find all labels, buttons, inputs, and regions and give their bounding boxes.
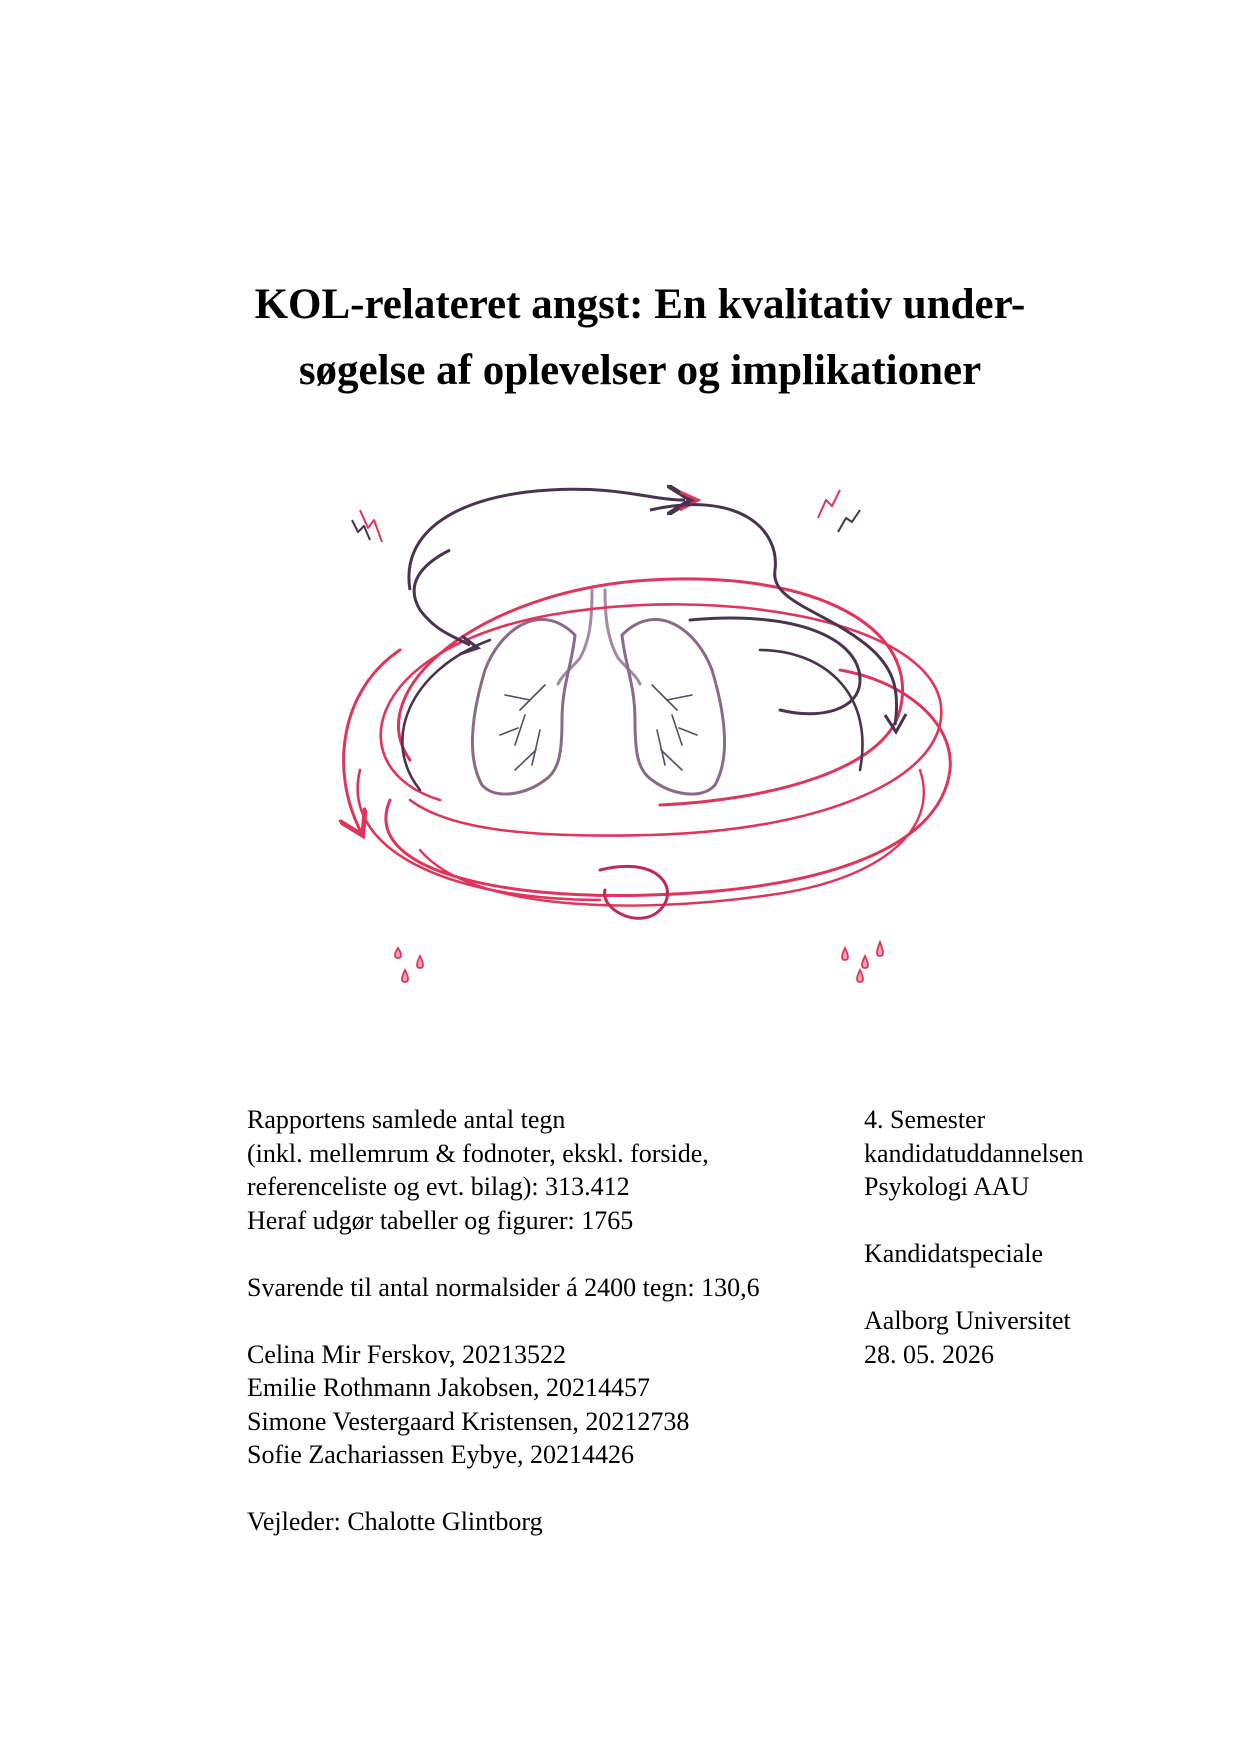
sweat-drops (395, 942, 883, 982)
stats-line-3: referenceliste og evt. bilag): 313.412 (247, 1172, 630, 1201)
lightning-bolts (352, 490, 860, 542)
stats-line-2: (inkl. mellemrum & fodnoter, ekskl. forside, (247, 1138, 709, 1168)
author-4: Sofie Zachariassen Eybye, 20214426 (247, 1440, 635, 1469)
report-info (864, 1103, 1234, 1371)
swirl-arrows (344, 579, 951, 918)
lungs-illustration (300, 470, 1000, 1000)
program: kandidatuddannelsen (864, 1138, 1084, 1168)
thesis-type: Kandidatspeciale (864, 1239, 1044, 1268)
supervisor: Vejleder: Chalotte Glintborg (247, 1507, 543, 1536)
university: Aalborg Universitet (864, 1306, 1071, 1335)
right-arrow (650, 505, 897, 725)
title-line-1: KOL-relateret angst: En kvalitativ under- (254, 281, 1026, 328)
report-title (200, 272, 1080, 404)
author-1: Celina Mir Ferskov, 20213522 (247, 1339, 566, 1369)
date: 28. 05. 2026 (864, 1339, 994, 1369)
report-stats (247, 1103, 847, 1539)
title-line-2: søgelse af oplevelser og implikationer (298, 347, 982, 394)
top-arrow (409, 489, 685, 590)
lungs (473, 590, 725, 794)
stats-line-1: Rapportens samlede antal tegn (247, 1105, 566, 1134)
semester: 4. Semester (864, 1105, 986, 1134)
author-3: Simone Vestergaard Kristensen, 20212738 (247, 1406, 690, 1436)
stats-line-4: Heraf udgør tabeller og figurer: 1765 (247, 1205, 634, 1235)
department: Psykologi AAU (864, 1172, 1030, 1201)
author-2: Emilie Rothmann Jakobsen, 20214457 (247, 1373, 650, 1402)
normalsider-line: Svarende til antal normalsider á 2400 tegn: 130,6 (247, 1272, 760, 1302)
